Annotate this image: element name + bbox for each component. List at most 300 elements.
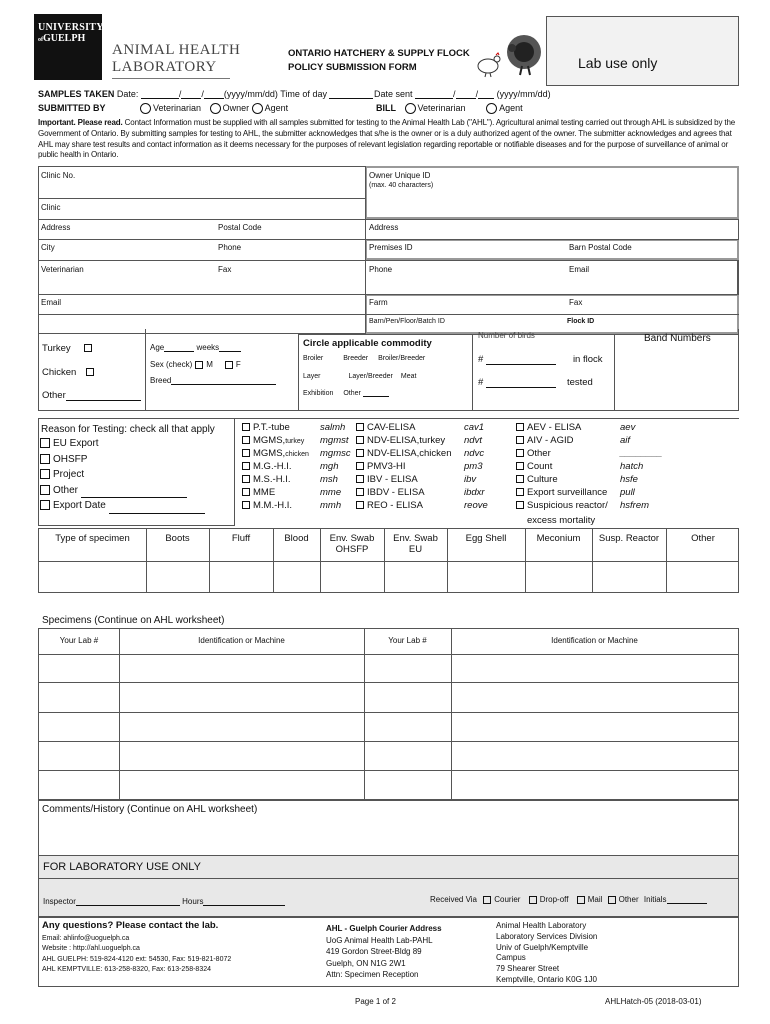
time-label: Time of day — [280, 89, 327, 99]
contact-kemptville: AHL KEMPTVILLE: 613-258-8320, Fax: 613-258-8324 — [42, 966, 212, 973]
premises-box — [365, 239, 739, 260]
owner-address-label: Address — [369, 223, 399, 232]
submitted-vet-radio[interactable] — [140, 103, 151, 114]
col1-test-code: msh — [320, 474, 338, 485]
col2-test-checkbox[interactable] — [356, 462, 364, 470]
other-animal-field[interactable] — [66, 400, 141, 401]
specimens-cell[interactable] — [451, 770, 738, 799]
chicken-option — [42, 367, 97, 378]
contact-email: Email: ahlinfo@uoguelph.ca — [42, 934, 130, 942]
specimens-header: Identification or Machine — [551, 636, 638, 645]
specimens-cell[interactable] — [39, 741, 119, 770]
col3-test-row — [516, 486, 696, 499]
reason-title: Reason for Testing: check all that apply — [41, 424, 215, 435]
col1-test-checkbox[interactable] — [242, 501, 250, 509]
mail-label: Mail — [587, 895, 603, 904]
address-label: Address — [41, 223, 71, 232]
band-numbers-label: Band Numbers — [644, 333, 711, 344]
specimen-type-cell[interactable] — [273, 562, 320, 592]
specimen-type-cell[interactable] — [209, 562, 273, 592]
reason-eu-export — [40, 436, 205, 452]
col1-test-name: M.M.-H.I. — [253, 500, 293, 511]
breed-label: Breed — [150, 376, 172, 385]
reason-other — [40, 483, 205, 499]
breed-field[interactable] — [171, 384, 276, 385]
col2-test-name: NDV-ELISA,turkey — [367, 435, 446, 446]
col2-test-name: CAV-ELISA — [367, 422, 416, 433]
col1-test-checkbox[interactable] — [242, 488, 250, 496]
col2-test-code: reove — [464, 500, 488, 511]
other-animal-option — [42, 390, 141, 401]
univ-line1: UNIVERSITY — [38, 22, 104, 33]
date-label: Date: — [116, 89, 139, 99]
specimen-type-cell[interactable] — [666, 562, 740, 592]
other-commodity-field[interactable] — [363, 396, 389, 397]
col3-test-name: AEV - ELISA — [527, 422, 582, 433]
kempt-line-4: Campus — [496, 953, 526, 963]
age-row — [150, 343, 241, 352]
breed-row — [150, 376, 276, 385]
date-sent-format: (yyyy/mm/dd) — [496, 89, 551, 99]
bill-agent-label: Agent — [499, 103, 523, 113]
col3-test-checkbox[interactable] — [516, 436, 524, 444]
form-title-line2: POLICY SUBMISSION FORM — [288, 62, 417, 73]
specimen-type-cell[interactable] — [592, 562, 666, 592]
col1-test-row — [242, 460, 372, 473]
specimen-type-cell[interactable] — [146, 562, 209, 592]
farm-label: Farm — [369, 298, 388, 307]
specimens-cell[interactable] — [364, 770, 451, 799]
col1-test-checkbox[interactable] — [242, 475, 250, 483]
questions-label: Any questions? Please contact the lab. — [42, 920, 219, 931]
chicken-checkbox[interactable] — [86, 368, 94, 376]
specimens-cell[interactable] — [119, 654, 364, 682]
barn-postal-code-label: Barn Postal Code — [569, 243, 632, 252]
kempt-line-3: Univ of Guelph/Kemptville — [496, 942, 589, 952]
col2-test-name: REO - ELISA — [367, 500, 423, 511]
veterinarian-label: Veterinarian — [41, 265, 84, 274]
specimens-title: Specimens (Continue on AHL worksheet) — [42, 615, 225, 626]
lab-line2: LABORATORY — [112, 59, 230, 79]
turkey-checkbox[interactable] — [84, 344, 92, 352]
submitted-owner-label: Owner — [222, 103, 250, 113]
bill-label: BILL — [376, 103, 396, 113]
other-received-label: Other — [618, 895, 639, 904]
reason-export-date-checkbox[interactable] — [40, 500, 50, 510]
specimens-cell[interactable] — [364, 682, 451, 712]
col3-test-name: Suspicious reactor/ — [527, 500, 608, 511]
postal-code-label: Postal Code — [218, 223, 262, 232]
tests-col2 — [356, 421, 516, 512]
col1-test-name: M.G.-H.I. — [253, 461, 292, 472]
commodity-row2 — [303, 373, 416, 380]
bill-row — [376, 103, 523, 114]
important-notice — [38, 118, 740, 161]
age-field[interactable] — [164, 351, 194, 352]
owner-uid-label: Owner Unique ID — [369, 171, 431, 180]
col1-test-row — [242, 499, 372, 512]
univ-of: of — [38, 37, 43, 43]
col2-test-checkbox[interactable] — [356, 436, 364, 444]
col1-test-checkbox[interactable] — [242, 449, 250, 457]
specimen-type-table — [38, 528, 739, 593]
specimen-type-header: Susp. Reactor — [598, 533, 660, 544]
col2-test-code: cav1 — [464, 422, 485, 433]
date-sent-day-field[interactable] — [478, 98, 494, 99]
col3-test-name: Culture — [527, 474, 558, 485]
courier-line-2: 419 Gordon Street-Bldg 89 — [326, 947, 422, 956]
clinic-label: Clinic — [41, 203, 61, 212]
tested-label: tested — [566, 377, 593, 388]
col2-test-row — [356, 473, 516, 486]
col2-test-checkbox[interactable] — [356, 475, 364, 483]
specimens-cell[interactable] — [364, 654, 451, 682]
submitted-by-label: SUBMITTED BY — [38, 103, 106, 113]
specimens-cell[interactable] — [451, 741, 738, 770]
contact-website: Website : http://ahl.uoguelph.ca — [42, 945, 140, 952]
clinic-no-label: Clinic No. — [41, 171, 76, 180]
breeder-option[interactable]: Breeder — [343, 355, 369, 362]
sex-f-checkbox[interactable] — [225, 361, 233, 369]
col1-test-sub: chicken — [285, 451, 309, 458]
col3-test-code: hsfe — [620, 474, 638, 485]
sex-label: Sex (check) — [150, 360, 193, 369]
date-year-field[interactable] — [141, 98, 179, 99]
specimen-type-header: Env. Swab OHSFP — [329, 533, 375, 555]
col2-test-checkbox[interactable] — [356, 449, 364, 457]
layer-option[interactable]: Layer — [303, 373, 321, 380]
date-sent-month-field[interactable] — [456, 98, 476, 99]
reason-export-date-label: Export Date — [53, 500, 106, 511]
reason-ohsfp-label: OHSFP — [53, 453, 88, 465]
comments-label: Comments/History (Continue on AHL worksheet) — [42, 804, 258, 815]
specimens-cell[interactable] — [39, 770, 119, 799]
col2-test-checkbox[interactable] — [356, 423, 364, 431]
col2-test-row — [356, 499, 516, 512]
col1-test-name: MME — [253, 487, 276, 498]
courier-checkbox[interactable] — [483, 896, 491, 904]
important-text: Contact Information must be supplied with all samples submitted for testing to the Animal Health Lab ("AHL"). Agricultural animal testing carried out through AHL is subsidized by the Government of Ontario. By submitting samples for testing to AHL, the submitter acknowledges that s/he is the owner or is a duly authorized agent of the owner. The submitter acknowledges and agrees that AHL may share test results and contact information as it deems necessary for the purposes of relevant legislation regarding reportable or notifiable diseases and for the purpose of surveillance of animal or public health in Ontario. — [38, 118, 736, 160]
sex-f-label: F — [235, 360, 241, 369]
courier-title: AHL - Guelph Courier Address — [326, 924, 442, 933]
broiler-breeder-option[interactable]: Broiler/Breeder — [378, 355, 426, 362]
other-commodity-label: Other — [343, 390, 361, 397]
submitted-agent-radio[interactable] — [252, 103, 263, 114]
specimens-cell[interactable] — [39, 682, 119, 712]
courier-label: Courier — [494, 895, 521, 904]
submitted-vet-label: Veterinarian — [153, 103, 202, 113]
premises-id-label: Premises ID — [369, 243, 413, 252]
col1-test-row — [242, 486, 372, 499]
col2-test-name: IBV - ELISA — [367, 474, 418, 485]
owner-email-label: Email — [569, 265, 590, 274]
col3-test-row — [516, 421, 696, 434]
important-lead: Important. Please read. — [38, 118, 123, 127]
lab-use-title: FOR LABORATORY USE ONLY — [43, 861, 201, 873]
in-flock-hash: # — [478, 354, 484, 365]
specimens-cell[interactable] — [119, 770, 364, 799]
contact-info — [42, 921, 231, 976]
specimens-cell[interactable] — [119, 682, 364, 712]
page-number: Page 1 of 2 — [355, 997, 396, 1006]
kempt-line-6: Kemptville, Ontario K0G 1J0 — [496, 974, 597, 984]
submitted-agent-label: Agent — [264, 103, 289, 113]
tested-hash: # — [478, 377, 484, 388]
col2-test-code: ibv — [464, 474, 477, 485]
email-label: Email — [41, 298, 62, 307]
specimens-table — [38, 628, 739, 800]
col3-test-name: AIV - AGID — [527, 435, 574, 446]
col3-test-row — [516, 499, 696, 512]
phone-label: Phone — [218, 243, 242, 252]
tests-col1 — [242, 421, 372, 512]
date-day-field[interactable] — [204, 98, 224, 99]
col3-test-code: pull — [620, 487, 635, 498]
col3-test-name: Export surveillance — [527, 487, 608, 498]
reason-project — [40, 467, 205, 483]
col3-test-checkbox[interactable] — [516, 475, 524, 483]
specimens-cell[interactable] — [119, 712, 364, 741]
col3-test-code: hatch — [620, 461, 644, 472]
initials-field[interactable] — [667, 903, 707, 904]
reason-export-date-field[interactable] — [109, 513, 205, 514]
specimens-cell[interactable] — [39, 712, 119, 741]
specimen-type-cell[interactable] — [384, 562, 447, 592]
number-of-birds-label: Number of birds — [478, 331, 535, 340]
col1-test-name: MGMS, — [253, 448, 286, 459]
owner-phone-label: Phone — [369, 265, 393, 274]
exhibition-option[interactable]: Exhibition — [303, 390, 334, 397]
bill-agent-radio[interactable] — [486, 103, 497, 114]
owner-fax-label: Fax — [569, 298, 583, 307]
specimen-type-header: Boots — [165, 533, 190, 544]
received-via-row — [430, 895, 707, 904]
barn-floor-label: Barn/Pen/Floor/Batch ID — [369, 318, 445, 325]
turkey-label: Turkey — [42, 343, 71, 354]
col1-test-checkbox[interactable] — [242, 436, 250, 444]
commodity-row3 — [303, 390, 389, 397]
received-via-label: Received Via — [430, 895, 477, 904]
bill-vet-label: Veterinarian — [417, 103, 466, 113]
sex-m-checkbox[interactable] — [195, 361, 203, 369]
lab-use-only-label: Lab use only — [578, 55, 658, 71]
col1-test-checkbox[interactable] — [242, 462, 250, 470]
initials-label: Initials — [643, 895, 667, 904]
weeks-field[interactable] — [219, 351, 241, 352]
specimens-cell[interactable] — [364, 712, 451, 741]
col3-test-checkbox[interactable] — [516, 449, 524, 457]
hours-label: Hours — [182, 897, 204, 906]
col1-test-name: P.T.-tube — [253, 422, 290, 433]
reason-other-checkbox[interactable] — [40, 485, 50, 495]
excess-mortality-label: excess mortality — [527, 515, 596, 526]
col3-test-checkbox[interactable] — [516, 501, 524, 509]
bill-vet-radio[interactable] — [405, 103, 416, 114]
commodity-row1 — [303, 355, 425, 362]
in-flock-label: in flock — [572, 354, 603, 365]
kempt-line-2: Laboratory Services Division — [496, 931, 598, 941]
date-sent-row: Date sent / / (yyyy/mm/dd) — [374, 89, 551, 99]
reason-eu-export-label: EU Export — [53, 438, 99, 449]
col3-test-name: Other — [527, 448, 551, 459]
col3-test-row — [516, 447, 696, 460]
date-sent-label: Date sent — [374, 89, 413, 99]
col1-test-checkbox[interactable] — [242, 423, 250, 431]
specimen-type-header: Meconium — [536, 533, 581, 544]
reason-ohsfp — [40, 452, 205, 468]
col3-test-checkbox[interactable] — [516, 488, 524, 496]
reason-ohsfp-checkbox[interactable] — [40, 454, 50, 464]
dropoff-checkbox[interactable] — [529, 896, 537, 904]
inspector-row — [43, 897, 285, 906]
meat-option[interactable]: Meat — [400, 373, 417, 380]
university-logo — [34, 14, 102, 80]
specimens-cell[interactable] — [451, 712, 738, 741]
in-flock-field[interactable] — [486, 364, 556, 365]
col1-test-row — [242, 447, 372, 460]
col2-test-row — [356, 434, 516, 447]
specimen-type-header: Env. Swab EU — [393, 533, 438, 555]
flock-id-label: Flock ID — [567, 318, 595, 325]
samples-taken-label: SAMPLES TAKEN — [38, 89, 115, 99]
col1-test-row — [242, 473, 372, 486]
col2-test-code: ndvt — [464, 435, 482, 446]
univ-line2: GUELPH — [43, 33, 86, 44]
layer-breeder-option[interactable]: Layer/Breeder — [348, 373, 393, 380]
dropoff-label: Drop-off — [539, 895, 569, 904]
specimens-header: Your Lab # — [388, 636, 427, 645]
samples-taken-row: SAMPLES TAKEN Date: / / (yyyy/mm/dd) Time of day — [38, 89, 373, 99]
reason-project-checkbox[interactable] — [40, 469, 50, 479]
date-month-field[interactable] — [181, 98, 201, 99]
reason-eu-export-checkbox[interactable] — [40, 438, 50, 448]
specimens-cell[interactable] — [451, 654, 738, 682]
reason-export-date — [40, 498, 205, 514]
courier-address — [326, 923, 442, 981]
col2-test-checkbox[interactable] — [356, 488, 364, 496]
specimens-cell[interactable] — [451, 682, 738, 712]
tested-field[interactable] — [486, 387, 556, 388]
specimen-type-header: Egg Shell — [465, 533, 507, 544]
courier-line-4: Attn: Specimen Reception — [326, 970, 419, 979]
turkey-icon — [498, 30, 546, 76]
date-sent-year-field[interactable] — [415, 98, 453, 99]
specimen-type-cell[interactable] — [447, 562, 525, 592]
specimens-header: Your Lab # — [59, 636, 99, 645]
specimens-header: Identification or Machine — [198, 636, 285, 645]
col1-test-code: salmh — [320, 422, 346, 433]
col3-test-name: Count — [527, 461, 553, 472]
form-title — [288, 47, 470, 75]
col1-test-row — [242, 421, 372, 434]
submitted-owner-radio[interactable] — [210, 103, 221, 114]
specimen-type-header: Other — [691, 533, 715, 544]
specimens-cell[interactable] — [119, 741, 364, 770]
reason-project-label: Project — [53, 469, 85, 480]
col3-test-checkbox[interactable] — [516, 423, 524, 431]
sex-m-label: M — [206, 360, 213, 369]
col3-test-row — [516, 460, 696, 473]
chicken-label: Chicken — [42, 367, 77, 378]
form-title-line1: ONTARIO HATCHERY & SUPPLY FLOCK — [288, 48, 470, 59]
col2-test-row — [356, 421, 516, 434]
col2-test-row — [356, 447, 516, 460]
col1-test-row — [242, 434, 372, 447]
in-flock-row — [478, 354, 603, 365]
col3-test-row — [516, 473, 696, 486]
specimen-type-cell[interactable] — [525, 562, 592, 592]
submitted-by-row — [38, 103, 288, 114]
weeks-label: weeks — [196, 343, 220, 352]
col1-test-code: mme — [320, 487, 342, 498]
mail-checkbox[interactable] — [577, 896, 585, 904]
col3-test-row — [516, 434, 696, 447]
tested-row — [478, 377, 593, 388]
col1-test-code: mgmsc — [320, 448, 351, 459]
inspector-label: Inspector — [43, 897, 76, 906]
col3-test-code: ________ — [620, 448, 663, 459]
commodity-title: Circle applicable commodity — [303, 338, 432, 349]
col2-test-code: ibdxr — [464, 487, 485, 498]
col3-test-checkbox[interactable] — [516, 462, 524, 470]
lab-line1: ANIMAL HEALTH — [112, 42, 241, 58]
other-animal-label: Other — [42, 390, 66, 401]
city-label: City — [41, 243, 55, 252]
col2-test-name: IBDV - ELISA — [367, 487, 425, 498]
turkey-option — [42, 343, 95, 354]
kemptville-address — [496, 921, 597, 986]
specimen-type-cell[interactable] — [39, 562, 146, 592]
sex-row — [150, 360, 241, 369]
col2-test-name: PMV3-HI — [367, 461, 406, 472]
col2-test-code: pm3 — [464, 461, 483, 472]
kempt-line-1: Animal Health Laboratory — [496, 921, 587, 930]
kempt-line-5: 79 Shearer Street — [496, 964, 560, 974]
fax-label: Fax — [218, 265, 232, 274]
col2-test-row — [356, 486, 516, 499]
date-format: (yyyy/mm/dd) — [223, 89, 278, 99]
age-label: Age — [150, 343, 165, 352]
owner-uid-note: (max. 40 characters) — [369, 182, 434, 189]
reason-other-label: Other — [53, 484, 79, 496]
col1-test-code: mmh — [320, 500, 342, 511]
lab-logo-text — [112, 42, 240, 79]
courier-line-1: UoG Animal Health Lab-PAHL — [326, 935, 433, 945]
specimens-cell[interactable] — [364, 741, 451, 770]
tests-col3 — [516, 421, 696, 512]
other-received-checkbox[interactable] — [608, 896, 616, 904]
broiler-option[interactable]: Broiler — [303, 355, 324, 362]
courier-line-3: Guelph, ON N1G 2W1 — [326, 958, 406, 968]
form-id: AHLHatch-05 (2018-03-01) — [605, 997, 702, 1006]
col1-test-code: mgh — [320, 461, 339, 472]
specimen-type-cell[interactable] — [320, 562, 384, 592]
contact-guelph: AHL GUELPH: 519-824-4120 ext: 54530, Fax: 519-821-8072 — [42, 955, 232, 963]
col2-test-row — [356, 460, 516, 473]
specimen-type-header: Blood — [284, 533, 309, 544]
col3-test-code: hsfrem — [620, 500, 650, 511]
col1-test-name: MGMS, — [253, 435, 286, 446]
specimens-cell[interactable] — [39, 654, 119, 682]
reason-list — [40, 436, 205, 514]
col3-test-code: aev — [620, 422, 636, 433]
col2-test-checkbox[interactable] — [356, 501, 364, 509]
time-field[interactable] — [329, 98, 373, 99]
hours-field[interactable] — [203, 905, 285, 906]
specimen-type-header: Fluff — [231, 533, 251, 544]
lab-use-only-box — [546, 16, 739, 86]
inspector-field[interactable] — [76, 905, 180, 906]
